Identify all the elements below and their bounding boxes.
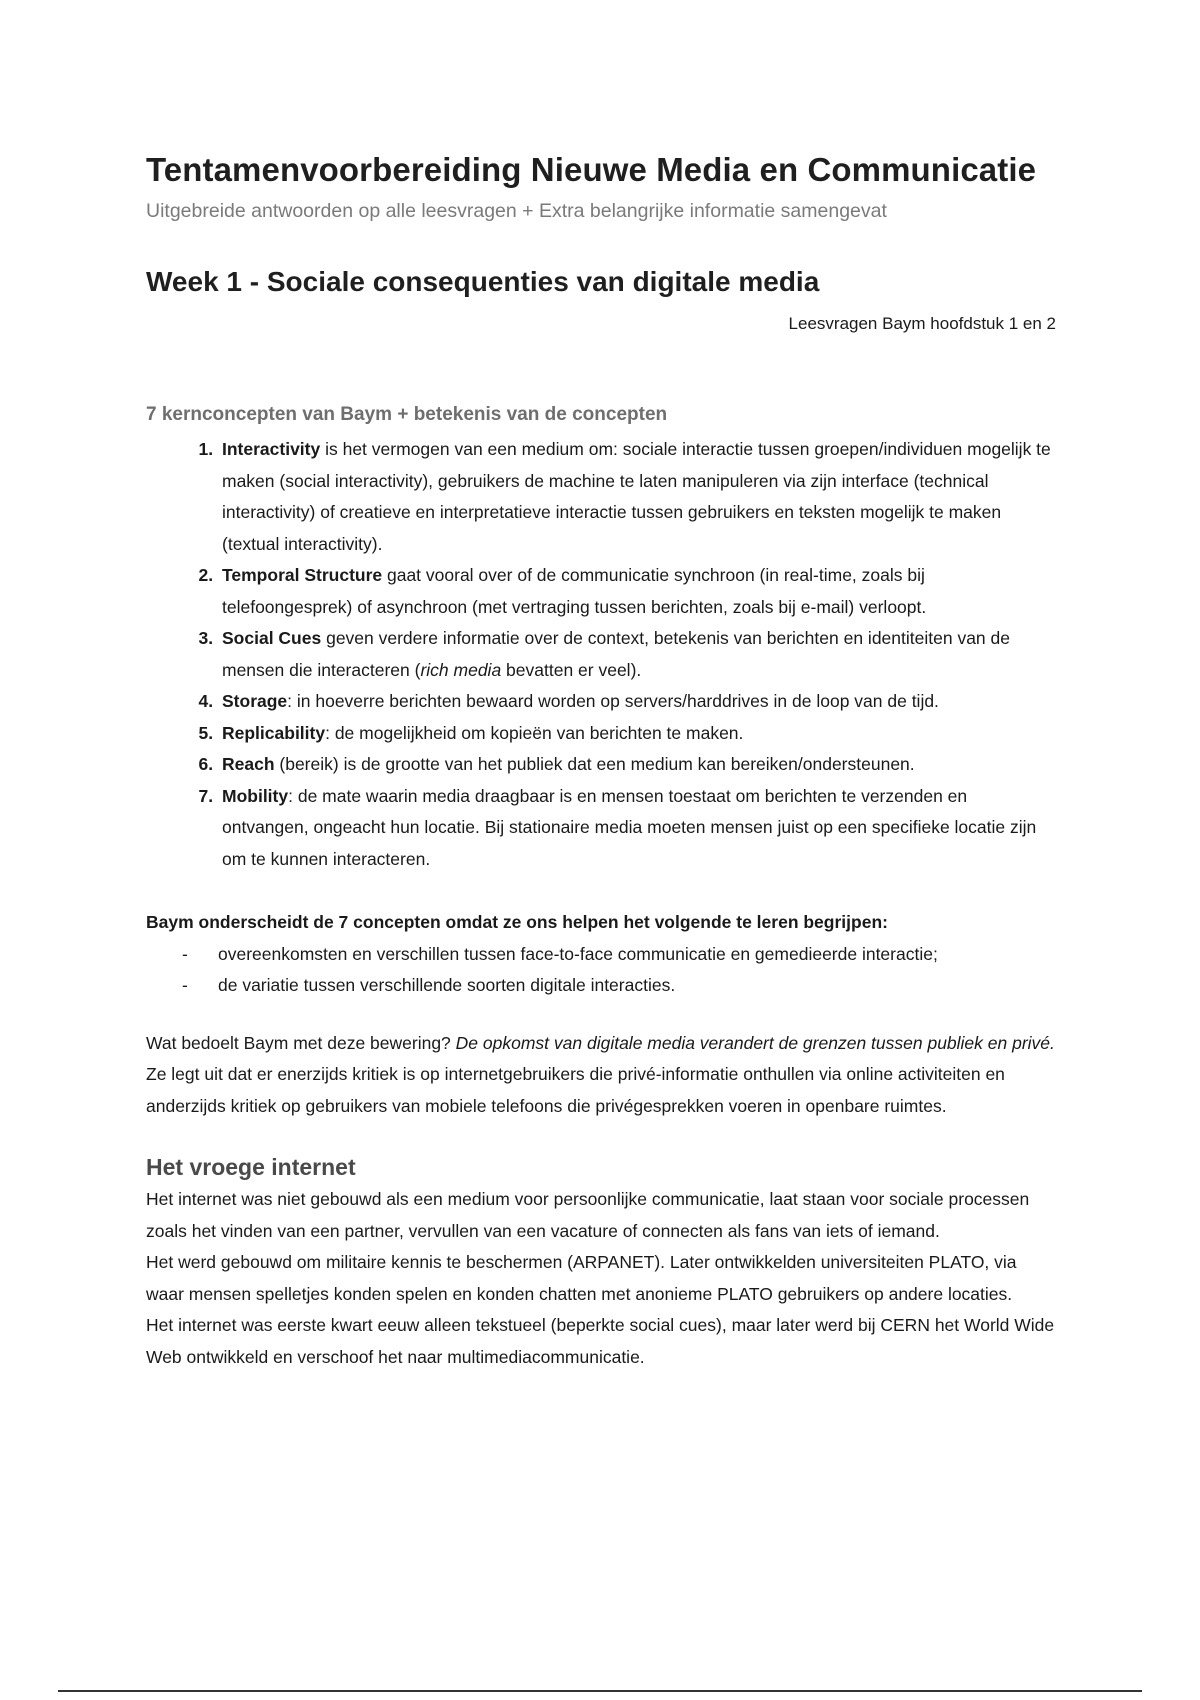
concept-term: Replicability: [222, 722, 326, 743]
claim-quote: De opkomst van digitale media verandert de grenzen tussen publiek en privé.: [455, 1032, 1055, 1053]
concept-text: (bereik) is de grootte van het publiek dat een medium kan bereiken/ondersteunen.: [274, 754, 915, 774]
concept-item: [218, 781, 1056, 876]
concept-term: Interactivity: [222, 439, 321, 459]
concept-text: : in hoeverre berichten bewaard worden op servers/harddrives in de loop van de tijd.: [287, 691, 939, 711]
concept-term: Temporal Structure: [222, 565, 383, 585]
reason-text: de variatie tussen verschillende soorten digitale interacties.: [218, 975, 676, 995]
concept-text: geven verdere informatie over de context, betekenis van berichten en identiteiten van de mensen die interacteren (: [222, 628, 1010, 680]
footer-divider: [58, 1690, 1142, 1692]
week-heading: Week 1 - Sociale consequenties van digitale media: [146, 266, 820, 297]
early-paragraph: Het internet was eerste kwart eeuw alleen tekstueel (beperkte social cues), maar later werd bij CERN het World Wide Web ontwikkeld en verschoof het naar multimediacommunicatie.: [146, 1315, 1055, 1367]
concept-item: [218, 623, 1056, 686]
concepts-list: [146, 434, 1056, 875]
early-internet-heading: Het vroege internet: [146, 1154, 356, 1180]
dash-bullet: -: [182, 975, 188, 995]
concept-item: [218, 718, 1056, 750]
early-paragraph: Het internet was niet gebouwd als een medium voor persoonlijke communicatie, laat staan voor sociale processen zoals het vinden van een partner, vervullen van een vacature of connecten als fans van iets of iemand.: [146, 1189, 1030, 1241]
dash-bullet: -: [182, 943, 188, 964]
concept-text-after: bevatten er veel).: [501, 659, 642, 680]
claim-paragraph: [146, 1028, 1056, 1123]
concept-item: [218, 749, 1056, 781]
reason-item: [146, 939, 1056, 971]
concept-item: [218, 686, 1056, 718]
reason-text: overeenkomsten en verschillen tussen face-to-face communicatie en gemedieerde interactie;: [218, 943, 938, 964]
document-subtitle: Uitgebreide antwoorden op alle leesvragen + Extra belangrijke informatie samengevat: [146, 200, 887, 222]
claim-question: Wat bedoelt Baym met deze bewering?: [146, 1032, 456, 1053]
reasons-list: [146, 939, 1056, 1002]
concept-term: Mobility: [222, 785, 289, 806]
concept-item: [218, 560, 1056, 623]
reading-note: Leesvragen Baym hoofdstuk 1 en 2: [788, 314, 1056, 333]
concepts-heading: 7 kernconcepten van Baym + betekenis van de concepten: [146, 404, 668, 425]
concept-italic: rich media: [420, 659, 502, 680]
concept-term: Social Cues: [222, 628, 322, 648]
reason-lead: Baym onderscheidt de 7 concepten omdat ze ons helpen het volgende te leren begrijpen:: [146, 912, 888, 932]
concept-text: gaat vooral over of de communicatie synchroon (in real-time, zoals bij telefoongesprek) of asynchroon (met vertraging tussen berichten, zoals bij e-mail) verloopt.: [222, 565, 927, 617]
concept-term: Reach: [222, 754, 275, 774]
concept-text: : de mate waarin media draagbaar is en mensen toestaat om berichten te verzenden en ontvangen, ongeacht hun locatie. Bij stationaire media moeten mensen juist op een specifieke locatie zijn om te kunnen interacteren.: [222, 785, 1037, 869]
early-paragraph: Het werd gebouwd om militaire kennis te beschermen (ARPANET). Later ontwikkelden universiteiten PLATO, via waar mensen spelletjes konden spelen en konden chatten met anonieme PLATO gebruikers op andere locaties.: [146, 1252, 1017, 1304]
document-page: [146, 150, 1056, 1373]
claim-answer: Ze legt uit dat er enerzijds kritiek is op internetgebruikers die privé-informatie onthullen via online activiteiten en anderzijds kritiek op gebruikers van mobiele telefoons die privégesprekken voeren in openbare ruimtes.: [146, 1064, 1005, 1116]
document-title: Tentamenvoorbereiding Nieuwe Media en Communicatie: [146, 151, 1037, 188]
concept-text: : de mogelijkheid om kopieën van berichten te maken.: [325, 722, 744, 743]
concept-item: [218, 434, 1056, 560]
concept-text: is het vermogen van een medium om: sociale interactie tussen groepen/individuen mogelijk te maken (social interactivity), gebruikers de machine te laten manipuleren via zijn interface (technical interactivity) of creatieve en interpretatieve interactie tussen gebruikers en teksten mogelijk te maken (textual interactivity).: [222, 439, 1051, 554]
concept-term: Storage: [222, 691, 288, 711]
reason-item: [146, 970, 1056, 1002]
